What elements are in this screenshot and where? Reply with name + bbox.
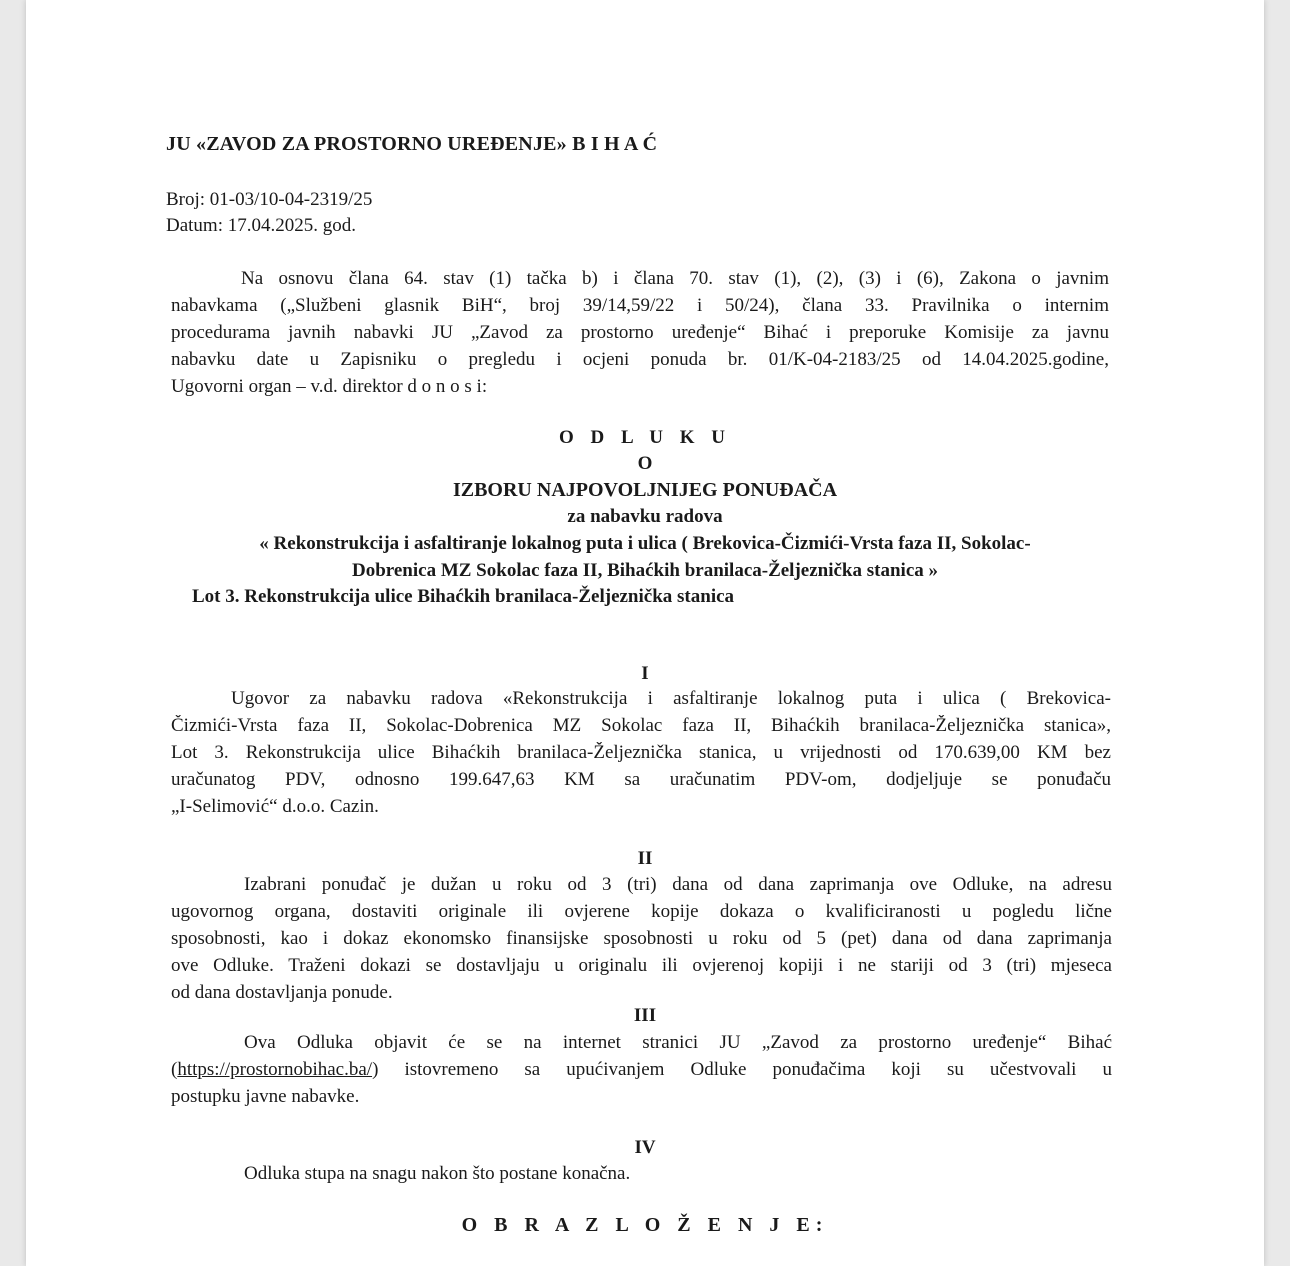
section-1-line: Čizmići-Vrsta faza II, Sokolac-Dobrenica MZ Sokolac faza II, Bihaćkih branilaca-Željeznička stanica», [171, 715, 1111, 736]
document-page [26, 0, 1264, 1266]
decision-project-name: « Rekonstrukcija i asfaltiranje lokalnog puta i ulica ( Brekovica-Čizmići-Vrsta faza II, Sokolac- [259, 533, 1031, 554]
section-2-line: od dana dostavljanja ponude. [171, 982, 393, 1003]
section-1-line: „I-Selimović“ d.o.o. Cazin. [171, 796, 379, 817]
section-1-line: Lot 3. Rekonstrukcija ulice Bihaćkih branilaca-Željeznička stanica, u vrijednosti od 170.639,00 KM bez [171, 742, 1111, 763]
decision-title-o: O [637, 453, 653, 474]
section-4-line: Odluka stupa na snagu nakon što postane konačna. [244, 1163, 631, 1184]
section-1-line: uračunatog PDV, odnosno 199.647,63 KM sa uračunatim PDV-om, dodjeljuje se ponuđaču [171, 769, 1111, 790]
section-2-heading: II [637, 848, 653, 869]
decision-title: O D L U K U [558, 427, 732, 448]
preamble-line: Ugovorni organ – v.d. direktor d o n o s i: [171, 376, 488, 397]
decision-procurement-type: za nabavku radova [567, 506, 723, 527]
decision-subject: IZBORU NAJPOVOLJNIJEG PONUĐAČA [452, 479, 838, 501]
reasoning-heading: O B R A Z L O Ž E N J E: [461, 1214, 829, 1236]
section-3-line: Ova Odluka objavit će se na internet stranici JU „Zavod za prostorno uređenje“ Bihać [244, 1032, 1112, 1053]
website-link[interactable]: https://prostornobihac.ba/ [177, 1059, 373, 1080]
institution-header: JU «ZAVOD ZA PROSTORNO UREĐENJE» B I H A Ć [166, 133, 658, 155]
document-number: Broj: 01-03/10-04-2319/25 [166, 189, 373, 210]
preamble-line: nabavku date u Zapisniku o pregledu i ocjeni ponuda br. 01/K-04-2183/25 od 14.04.2025.godine, [171, 349, 1109, 370]
section-1-heading: I [641, 663, 649, 684]
document-date: Datum: 17.04.2025. god. [166, 215, 356, 236]
section-3-line-rest: ) istovremeno sa upućivanjem Odluke ponuđačima koji su učestvovali u [372, 1059, 1112, 1080]
decision-lot: Lot 3. Rekonstrukcija ulice Bihaćkih branilaca-Željeznička stanica [192, 586, 735, 607]
section-2-line: ove Odluke. Traženi dokazi se dostavljaju u originalu ili ovjerenoj kopiji i ne stariji od 3 (tri) mjeseca [171, 955, 1112, 976]
preamble-line: procedurama javnih nabavki JU „Zavod za prostorno uređenje“ Bihać i preporuke Komisije za javnu [171, 322, 1109, 343]
section-4-heading: IV [634, 1137, 656, 1158]
section-3-heading: III [633, 1005, 657, 1026]
preamble-line: nabavkama („Službeni glasnik BiH“, broj 39/14,59/22 i 50/24), člana 33. Pravilnika o internim [171, 295, 1109, 316]
section-3-line-with-link [171, 1059, 1112, 1081]
preamble-line: Na osnovu člana 64. stav (1) tačka b) i člana 70. stav (1), (2), (3) i (6), Zakona o javnim [241, 268, 1109, 289]
section-2-line: ugovornog organa, dostaviti originale ili ovjerene kopije dokaza o kvalificiranosti u pogledu lične [171, 901, 1112, 922]
section-3-paren-open: ( [171, 1059, 178, 1080]
decision-project-name-cont: Dobrenica MZ Sokolac faza II, Bihaćkih branilaca-Željeznička stanica » [351, 560, 938, 581]
section-1-line: Ugovor za nabavku radova «Rekonstrukcija i asfaltiranje lokalnog puta i ulica ( Brekovica- [231, 688, 1111, 709]
section-2-line: Izabrani ponuđač je dužan u roku od 3 (tri) dana od dana zaprimanja ove Odluke, na adresu [244, 874, 1112, 895]
section-3-line: postupku javne nabavke. [171, 1086, 360, 1107]
section-2-line: sposobnosti, kao i dokaz ekonomsko finansijske sposobnosti u roku od 5 (pet) dana od dana zaprimanja [171, 928, 1112, 949]
